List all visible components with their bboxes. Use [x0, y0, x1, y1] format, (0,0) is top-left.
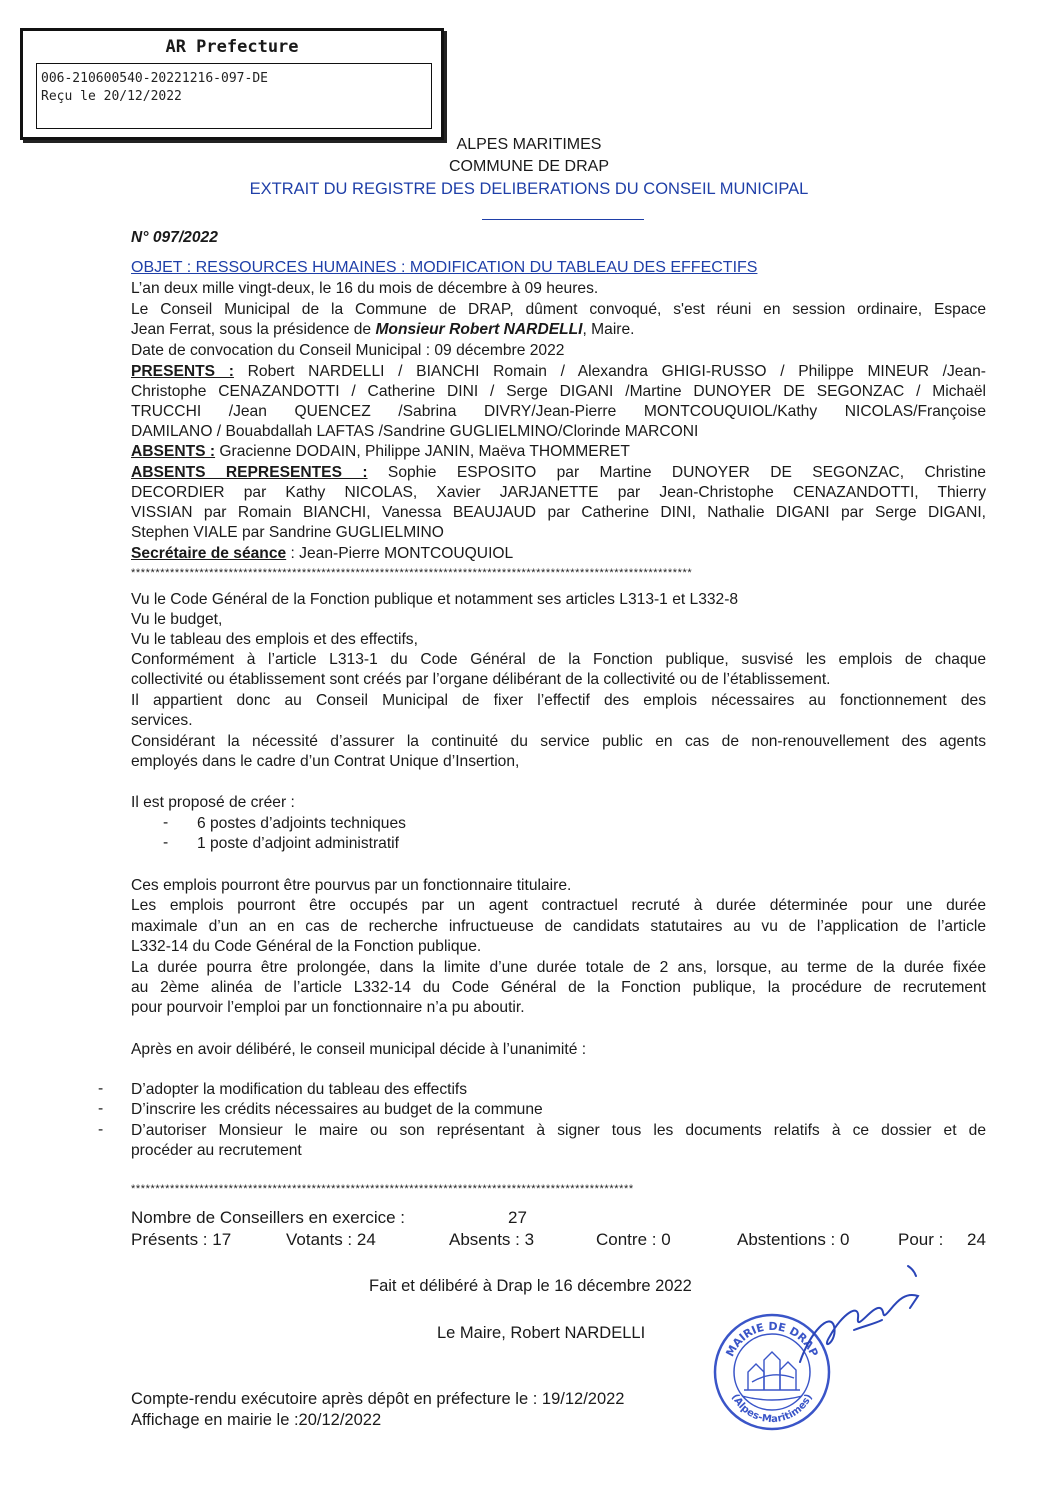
fait-delibere: Fait et délibéré à Drap le 16 décembre 2022	[369, 1277, 692, 1295]
abstentions-count: Abstentions : 0	[737, 1230, 850, 1249]
represented-line-1	[131, 463, 986, 483]
separator-stars-bottom: *******************************************************************************************************	[131, 1183, 634, 1195]
represented-label: ABSENTS REPRESENTES :	[131, 464, 368, 481]
presents-line-4: DAMILANO / Bouabdallah LAFTAS /Sandrine GUGLIELMINO/Clorinde MARCONI	[131, 423, 699, 440]
body-contractuel-2: maximale d’un an en cas de recherche infructueuse de candidats statutaires au vu de l’application de l’article	[131, 918, 986, 935]
body-considerant-1: Considérant la nécessité d’assurer la continuité du service public en cas de non-renouvellement des agents	[131, 733, 986, 750]
list-dash: -	[98, 1121, 104, 1138]
deliberation-object	[131, 258, 757, 278]
header-divider	[482, 219, 644, 220]
object-text: OBJET : RESSOURCES HUMAINES : MODIFICATION DU TABLEAU DES EFFECTIFS	[131, 259, 758, 276]
body-prolongee-1: La durée pourra être prolongée, dans la limite d’une durée totale de 2 ans, lorsque, au terme de la durée fixée	[131, 959, 986, 976]
secretary-text: : Jean-Pierre MONTCOUQUIOL	[286, 545, 514, 562]
votants-count: Votants : 24	[286, 1230, 376, 1249]
list-dash: -	[98, 1100, 104, 1117]
contre-count: Contre : 0	[596, 1230, 671, 1249]
body-vu-code: Vu le Code Général de la Fonction publique et notamment ses articles L313-1 et L332-8	[131, 591, 739, 608]
body-pourvus: Ces emplois pourront être pourvus par un fonctionnaire titulaire.	[131, 877, 572, 894]
presents-label: PRESENTS :	[131, 363, 234, 380]
presents-line-1	[131, 362, 986, 382]
mayor-name: Monsieur Robert NARDELLI	[375, 321, 583, 338]
list-dash: -	[163, 834, 169, 851]
compte-rendu-line: Compte-rendu exécutoire après dépôt en préfecture le : 19/12/2022	[131, 1390, 625, 1408]
represented-line-2: DECORDIER par Kathy NICOLAS, Xavier JARJANETTE par Jean-Christophe CENAZANDOTTI, Thierry	[131, 484, 986, 501]
mayor-signature-label: Le Maire, Robert NARDELLI	[437, 1324, 646, 1342]
presents-line-3: TRUCCHI /Jean QUENCEZ /Sabrina DIVRY/Jean-Pierre MONTCOUQUIOL/Kathy NICOLAS/Françoise	[131, 403, 986, 420]
secretary-label: Secrétaire de séance	[131, 545, 287, 562]
stamp-box	[36, 63, 432, 129]
department-heading: ALPES MARITIMES	[456, 136, 602, 153]
intro-convocation-line: Le Conseil Municipal de la Commune de DRAP, dûment convoqué, s'est réuni en session ordinaire, Espace	[131, 301, 986, 318]
presents-count: Présents : 17	[131, 1230, 232, 1249]
absents-count: Absents : 3	[449, 1230, 535, 1249]
intro-date-line: L’an deux mille vingt-deux, le 16 du mois de décembre à 09 heures.	[131, 280, 599, 297]
body-prolongee-3: pour pourvoir l’emploi par un fonctionnaire n’a pu aboutir.	[131, 999, 525, 1016]
list-dash: -	[98, 1080, 104, 1097]
body-considerant-2: employés dans le cadre d’un Contrat Unique d’Insertion,	[131, 753, 520, 770]
mayor-signature	[790, 1262, 940, 1372]
stamp-title: AR Prefecture	[165, 37, 299, 57]
body-prolongee-2: au 2ème alinéa de l’article L332-14 du Code Général de la Fonction publique, la procédure de recrutement	[131, 979, 986, 996]
body-appartient-2: services.	[131, 712, 193, 729]
pour-label: Pour :	[898, 1230, 944, 1249]
proposal-item-2: 1 poste d’adjoint administratif	[197, 835, 399, 852]
secretary-line	[131, 544, 513, 564]
svg-text:MAIRIE DE DRAP: MAIRIE DE DRAP	[723, 1319, 821, 1359]
list-dash: -	[163, 814, 169, 831]
represented-line-3: VISSIAN par Romain BIANCHI, Vanessa BEAUJAUD par Catherine DINI, Nathalie DIGANI par Serge DIGANI,	[131, 504, 986, 521]
body-conformement-1: Conformément à l’article L313-1 du Code Général de la Fonction publique, susvisé les emplois de chaque	[131, 651, 986, 668]
decision-1: D’adopter la modification du tableau des effectifs	[131, 1081, 468, 1098]
body-propose: Il est proposé de créer :	[131, 794, 295, 811]
deliberation-number: N° 097/2022	[131, 229, 218, 246]
body-vu-budget: Vu le budget,	[131, 611, 223, 628]
stamp-reference: 006-210600540-20221216-097-DE	[41, 71, 268, 86]
convocation-date-line: Date de convocation du Conseil Municipal : 09 décembre 2022	[131, 342, 565, 359]
body-conformement-2: collectivité ou établissement sont créés par l’organe délibérant de la collectivité ou de l’établissement.	[131, 671, 831, 688]
presidency-suffix: , Maire.	[582, 321, 635, 338]
absents-text: Gracienne DODAIN, Philippe JANIN, Maëva THOMMERET	[219, 443, 630, 460]
represented-text: Sophie ESPOSITO par Martine DUNOYER DE SEGONZAC, Christine	[387, 464, 986, 481]
register-title: EXTRAIT DU REGISTRE DES DELIBERATIONS DU CONSEIL MUNICIPAL	[249, 180, 809, 198]
represented-line-4: Stephen VIALE par Sandrine GUGLIELMINO	[131, 524, 444, 541]
intro-presidency-line	[131, 320, 635, 340]
body-contractuel-1: Les emplois pourront être occupés par un agent contractuel recruté à durée déterminée pour une durée	[131, 897, 986, 914]
members-count: 27	[508, 1208, 527, 1227]
presents-text: Robert NARDELLI / BIANCHI Romain / Alexandra GHIGI-RUSSO / Philippe MINEUR /Jean-	[247, 363, 986, 380]
commune-heading: COMMUNE DE DRAP	[448, 158, 609, 175]
decision-3a: D’autoriser Monsieur le maire ou son représentant à signer tous les documents relatifs à ce dossier et de	[131, 1122, 986, 1139]
absents-line	[131, 442, 630, 462]
presidency-text: Jean Ferrat, sous la présidence de	[131, 321, 376, 338]
members-label: Nombre de Conseillers en exercice :	[131, 1208, 406, 1227]
ar-prefecture-stamp	[20, 28, 444, 140]
body-contractuel-3: L332-14 du Code Général de la Fonction publique.	[131, 938, 482, 955]
pour-count: 24	[967, 1230, 986, 1249]
decision-2: D’inscrire les crédits nécessaires au budget de la commune	[131, 1101, 543, 1118]
svg-text:(Alpes-Maritimes): (Alpes-Maritimes)	[729, 1392, 815, 1426]
stamp-received-date: Reçu le 20/12/2022	[41, 89, 182, 104]
separator-stars-top: *******************************************************************************************************************	[131, 567, 693, 579]
presents-line-2: Christophe CENAZANDOTTI / Catherine DINI / Serge DIGANI /Martine DUNOYER DE SEGONZAC / Michaël	[131, 383, 986, 400]
body-vu-tableau: Vu le tableau des emplois et des effectifs,	[131, 631, 418, 648]
proposal-item-1: 6 postes d’adjoints techniques	[197, 815, 406, 832]
affichage-line: Affichage en mairie le :20/12/2022	[131, 1411, 382, 1429]
absents-label: ABSENTS :	[131, 443, 216, 460]
body-appartient-1: Il appartient donc au Conseil Municipal de fixer l’effectif des emplois nécessaires au fonctionnement des	[131, 692, 986, 709]
decision-3b: procéder au recrutement	[131, 1142, 302, 1159]
body-delibere: Après en avoir délibéré, le conseil municipal décide à l’unanimité :	[131, 1041, 587, 1058]
